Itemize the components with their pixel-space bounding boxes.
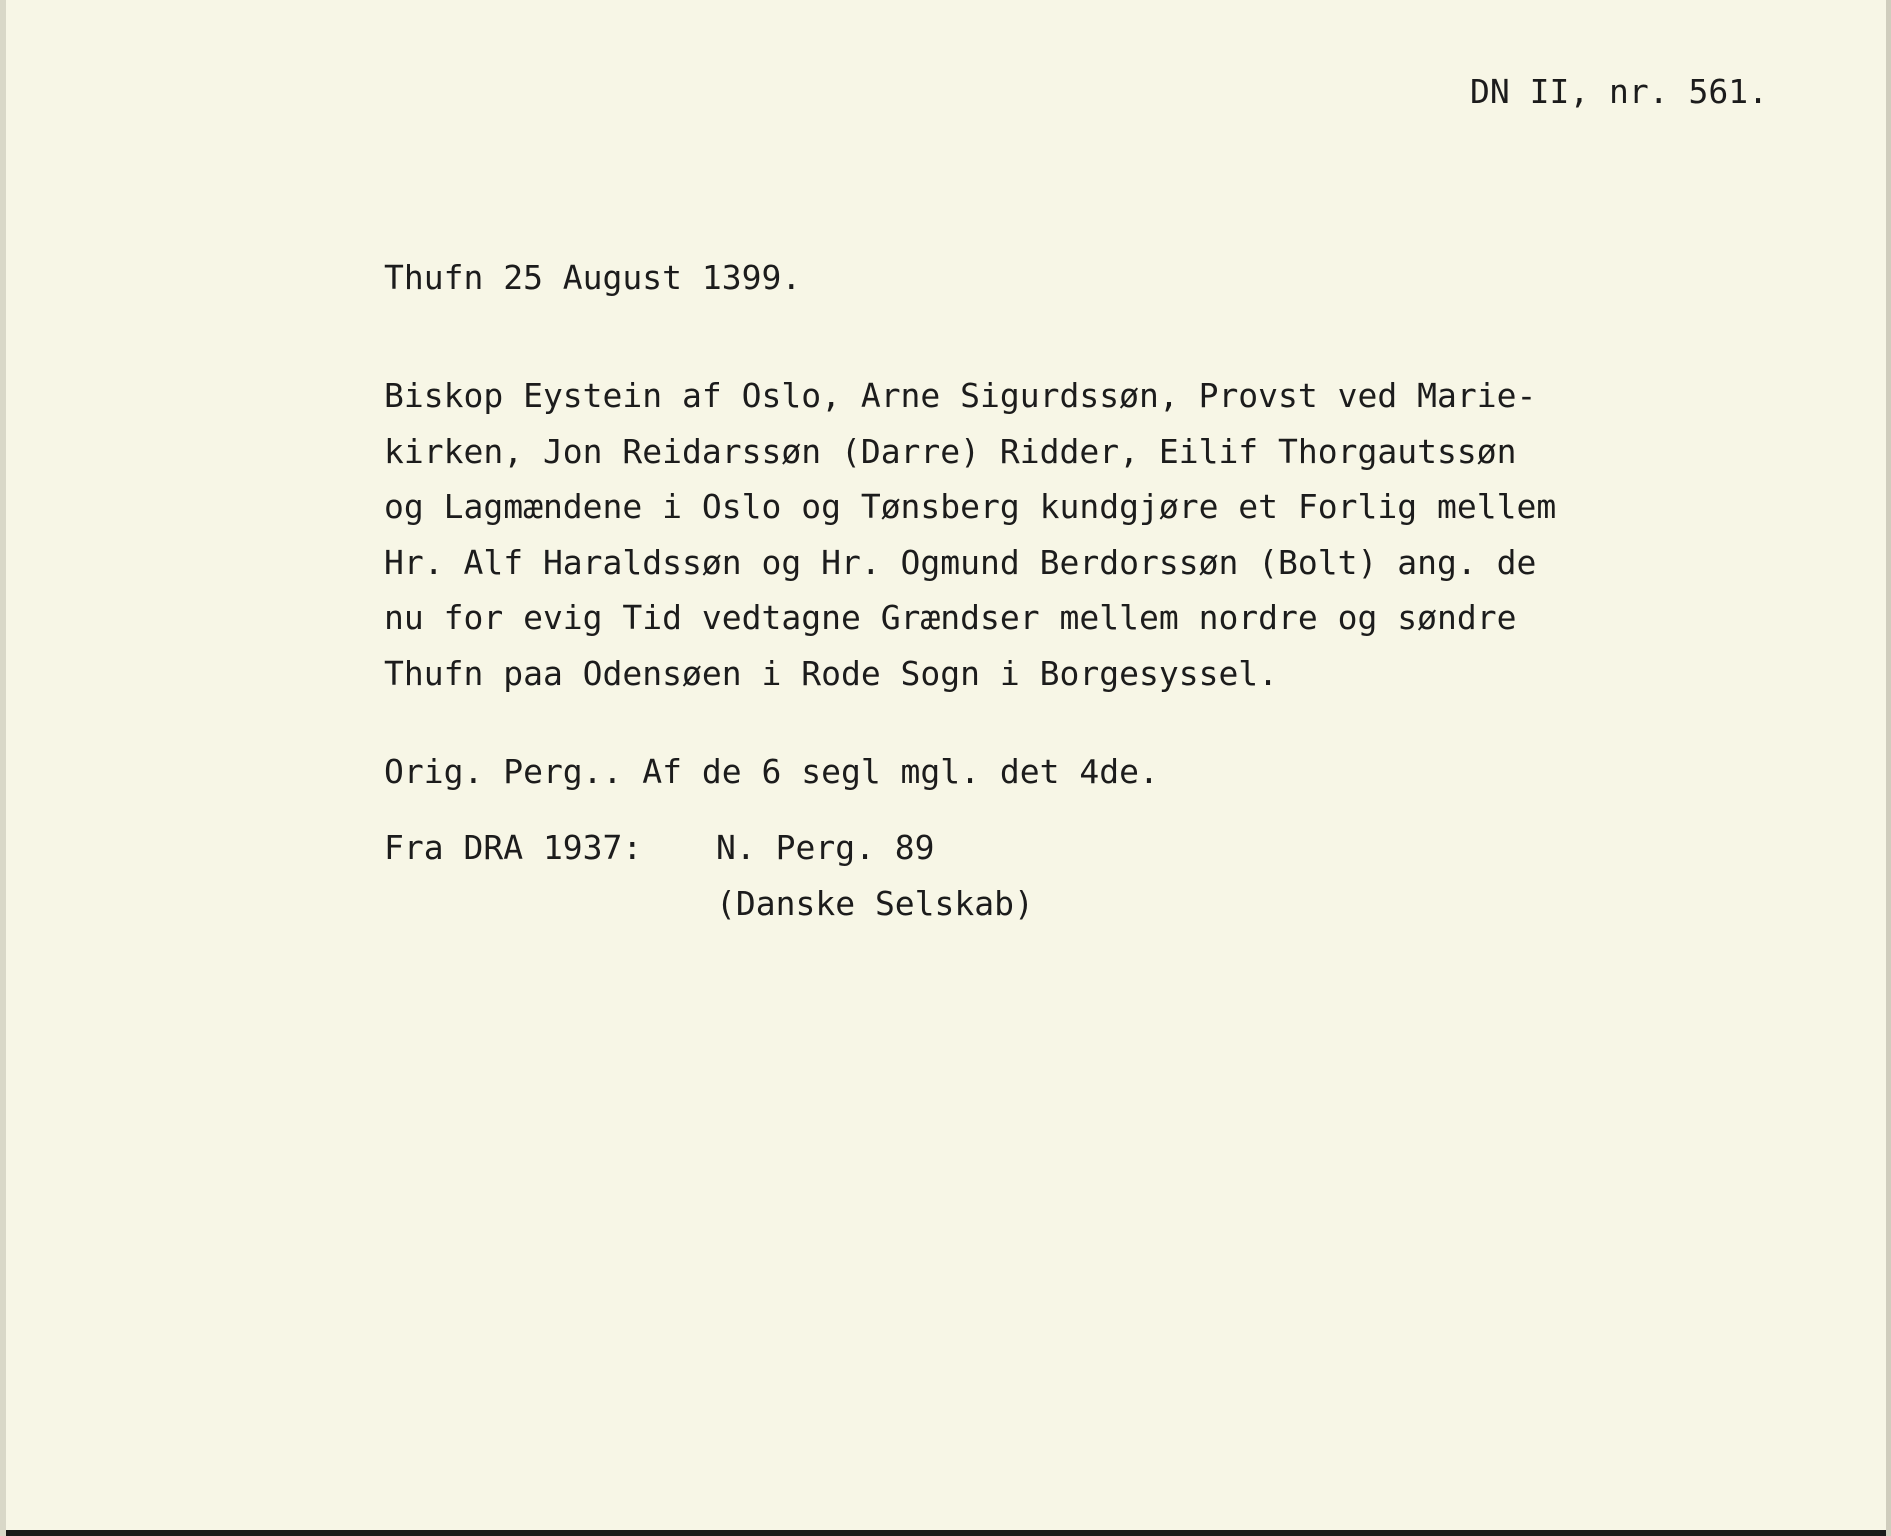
summary-line: kirken, Jon Reidarssøn (Darre) Ridder, Eilif Thorgautssøn: [384, 431, 1517, 471]
source-label: Fra DRA 1937:: [384, 828, 643, 867]
summary-line: nu for evig Tid vedtagne Grændser mellem nordre og søndre: [384, 598, 1517, 637]
summary-line: Biskop Eystein af Oslo, Arne Sigurdssøn, Provst ved Marie-: [384, 376, 1537, 415]
source-collection: (Danske Selskab): [716, 884, 1034, 923]
document-reference: DN II, nr. 561.: [1469, 72, 1768, 111]
document-date: Thufn 25 August 1399.: [384, 258, 802, 297]
original-note: Orig. Perg.. Af de 6 segl mgl. det 4de.: [384, 752, 1159, 791]
document-summary: [384, 368, 1556, 701]
source-reference: N. Perg. 89: [716, 828, 935, 867]
summary-line: Hr. Alf Haraldssøn og Hr. Ogmund Berdorssøn (Bolt) ang. de: [384, 542, 1537, 582]
summary-line: Thufn paa Odensøen i Rode Sogn i Borgesyssel.: [384, 653, 1279, 693]
summary-line: og Lagmændene i Oslo og Tønsberg kundgjøre et Forlig mellem: [384, 487, 1557, 526]
